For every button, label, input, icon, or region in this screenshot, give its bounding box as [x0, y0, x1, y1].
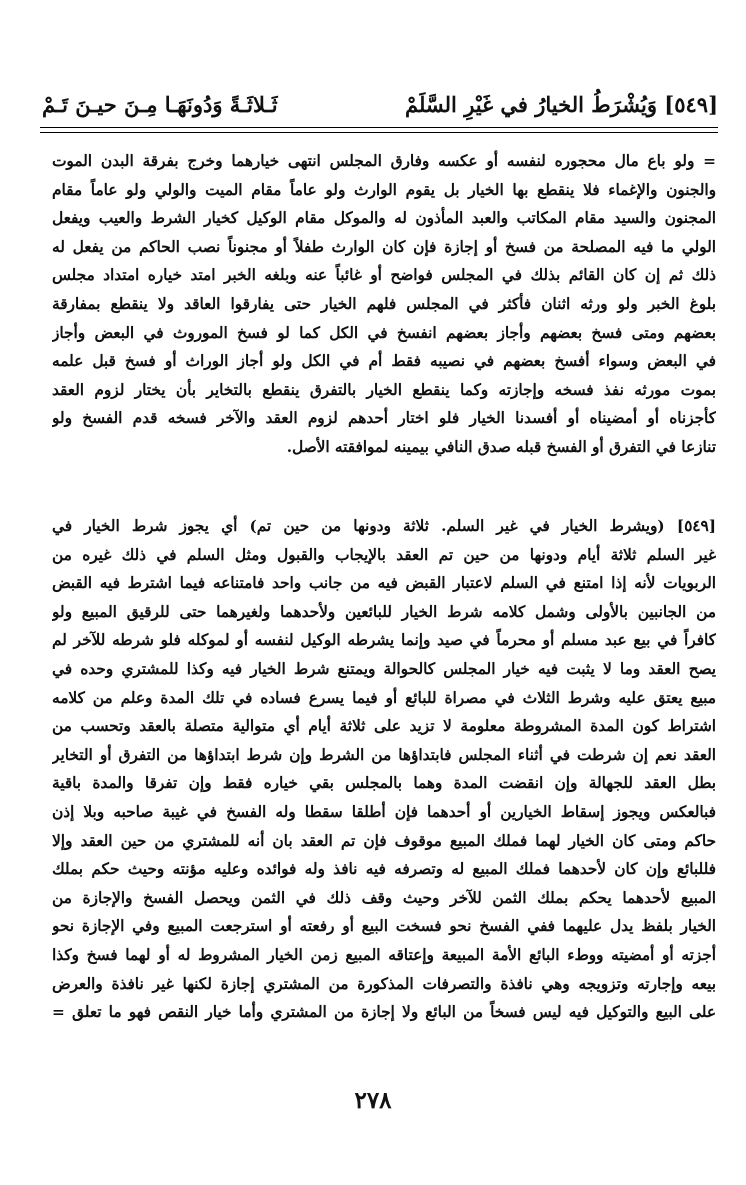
- commentary-line: ذلك ثم إن كان القائم بذلك في المجلس فواضح أو غائباً عنه وبلغه الخبر امتد خياره امتداد مجلس: [52, 266, 716, 285]
- commentary-line: المجنون والسيد مقام المكاتب والعبد المأذون له والموكل مقام الوكيل كخيار الشرط والعيب ويفعل: [52, 209, 716, 228]
- commentary-line: والجنون والإغماء فلا ينقطع بها الخيار بل يقوم الوارث ولو عاماً مقام الميت والولي ولو عاماً مقام: [52, 180, 716, 199]
- commentary-line: بموت مورثه نفذ فسخه وإجازته وكما ينقطع الخيار بالتفرق ينقطع بالتخاير بأن يختار لزوم العقد: [52, 380, 716, 399]
- section-line: فللبائع وإن كان لأحدهما فملك المبيع له وتصرفه فيه نافذ وله فوائده وعليه مؤنته وحيث حكم بملك: [52, 860, 716, 879]
- section-line: [٥٤٩] (ويشرط الخيار في غير السلم. ثلاثة ودونها من حين تم) أي يجوز شرط الخيار في: [52, 517, 716, 535]
- page-number: ٢٧٨: [354, 1087, 392, 1114]
- section-line: مبيع يعتق عليه وشرط الثلاث في مصراة للبائع أو فيما يسرع فساده في تلك المدة وعلم من كلامه: [52, 688, 716, 707]
- commentary-line: كأجزناه أو أمضيناه أو أفسدنا الخيار فلو اختار أحدهم لزوم العقد والآخر فسخه قدم الفسخ ولو: [52, 409, 716, 428]
- section-line: حاكم ومتى كان الخيار لهما فملك المبيع موقوف فإن تم العقد بان أنه للمشتري من حين العقد وإلا: [52, 831, 716, 850]
- section-line: المبيع لأحدهما يحكم بملك الثمن للآخر وحيث وقف ذلك في الثمن ويحصل الفسخ والإجازة من: [52, 888, 716, 907]
- section-line: اشتراط كون المدة المشروطة معلومة لا تزيد على ثلاثة أيام أي متوالية متصلة بالعقد وتحسب من: [52, 717, 716, 736]
- commentary-block: [52, 147, 716, 462]
- commentary-line: في البعض وسواء أفسخ بعضهم في نصيبه فقط أم في الكل ولو أجاز الوراث أو فسخ قبل علمه: [52, 352, 716, 371]
- section-line: على البيع والتوكيل فيه ليس فسخاً من البائع ولا إجازة من المشتري وأما خيار النقص فهو ما تعلق =: [52, 1003, 716, 1022]
- section-line: غير السلم ثلاثة أيام ودونها من حين تم العقد بالإيجاب والقبول ومثل السلم في ذلك غيره من: [52, 545, 716, 564]
- commentary-line: بعضهم ومتى فسخ بعضهم وأجاز بعضهم انفسخ في الكل كما لو فسخ الموروث في البعض وأجاز: [52, 323, 716, 342]
- header-rule-bottom: [40, 132, 718, 133]
- commentary-line: تنازعا في التفرق أو الفسخ قبله صدق النافي بيمينه لموافقته الأصل.: [286, 437, 716, 456]
- commentary-line: الولي ما فيه المصلحة من فسخ أو إجازة فإن كان الوارث طفلاً أو مجنوناً نصب الحاكم من يفعل له: [52, 237, 716, 256]
- commentary-line: بلوغ الخبر ولو ورثه اثنان فأكثر في المجلس فلهم الخيار حتى يفارقوا العاقد ولا ينقطع بمفارقة: [52, 294, 716, 313]
- commentary-line: = ولو باع مال محجوره لنفسه أو عكسه وفارق المجلس انتهى خيارهما وخرج بفرقة البدن الموت: [52, 152, 716, 170]
- verse-entry-heading: [٥٤٩] وَيُشْرَطُ الخيارُ في غَيْرِ السَّلَمْ: [404, 92, 718, 117]
- page-header: [40, 78, 718, 134]
- section-line: بطل العقد للجهالة وإن انقضت المدة وهما بالمجلس بقي خياره فقط وإن تفرقا والمدة باقية: [52, 774, 716, 793]
- section-line: كافراً في بيع عبد مسلم أو محرماً في صيد وإنما يشرطه الوكيل لنفسه أو لموكله فلو شرطه للآخر لم: [52, 631, 716, 650]
- section-line: من الجانبين بالأولى وشمل كلامه شرط الخيار للبائعين ولأحدهما ولغيرهما حتى للرقيق المبيع ولو: [52, 602, 716, 621]
- section-line: يصح العقد وما لا يثبت فيه خيار المجلس كالحوالة ويمتنع شرط الخيار فيه وكذا للمشتري وحده في: [52, 659, 716, 678]
- section-line: فبالعكس ويجوز إسقاط الخيارين أو أحدهما فإن أطلقا سقطا وله الفسخ في غيبة صاحبه وبلا إذن: [52, 802, 716, 821]
- header-rule-top: [40, 127, 718, 128]
- section-line: أجزته أو أمضيته ووطء البائع الأمة المبيعة وإعتاقه المبيع زمن الخيار المشروط له أو لهما فسخ وكذا: [52, 945, 716, 964]
- section-line: بيعه وإجارته وتزويجه وهي نافذة والتصرفات المذكورة من المشتري إجازة لكنها غير نافذة والعرض: [52, 974, 716, 993]
- section-line: العقد نعم إن شرطت في أثناء المجلس فابتداؤها من الشرط وإن شرط ابتداؤها من التفرق أو التخاير: [52, 745, 716, 764]
- section-line: الخيار بلفظ يدل عليهما ففي الفسخ نحو فسخت البيع أو رفعته أو استرجعت المبيع وفي الإجازة نحو: [52, 917, 716, 936]
- section-549-body: [52, 512, 716, 1027]
- verse-continuation: ثَـلاثَـةً وَدُونَهَـا مِـنَ حيـنَ تَـمْ: [42, 92, 278, 117]
- section-line: الربويات لأنه إذا امتنع في السلم لاعتبار القبض فيه من جانب واحد فامتناعه فيما اشترط فيه القبض: [52, 574, 716, 593]
